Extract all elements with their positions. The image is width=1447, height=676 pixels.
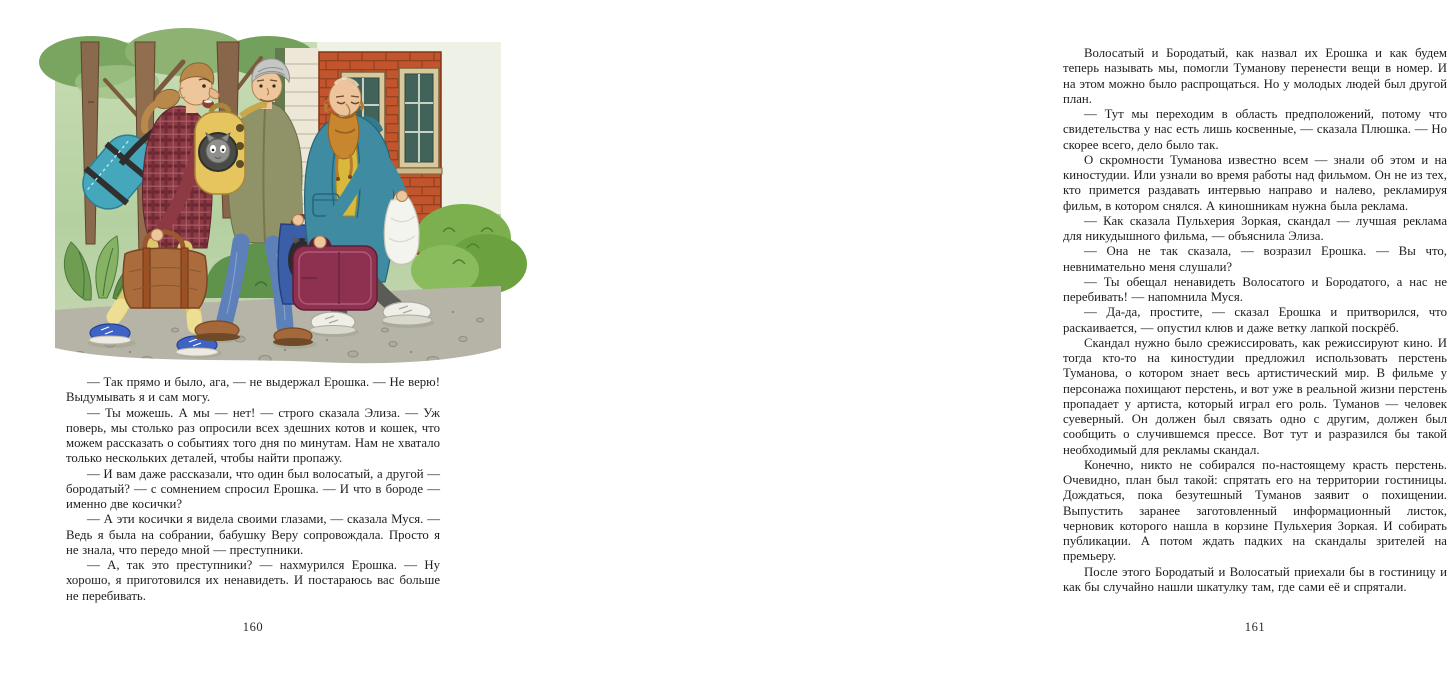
paragraph: — Она не так сказала, — возразил Ерошка. — Вы что, невнимательно меня слушали? bbox=[1063, 244, 1447, 274]
paragraph: Конечно, никто не собирался по-настоящему красть перстень. Очевидно, план был такой: спрятать его на территории гостиницы. Дождаться, пока безутешный Туманов заявит о похищении. Выпустить заранее заготовленный информационный листок, черновик которого нашла в корзине Пульхерия Зоркая. И собирать публикации. А потом ждать падких на скандалы зрителей на премьеру. bbox=[1063, 457, 1447, 564]
paragraph: — Как сказала Пульхерия Зоркая, скандал — лучшая реклама для никудышного фильма, — объяснила Элиза. bbox=[1063, 213, 1447, 243]
left-page-text bbox=[66, 375, 440, 604]
left-page bbox=[0, 0, 500, 676]
paragraph: — Ты можешь. А мы — нет! — строго сказала Элиза. — Уж поверь, мы столько раз опросили всех здешних котов и кошек, что можем рассказать о событиях того дня по минутам. Нам не хватало только нескольких деталей, чтобы найти пропажу. bbox=[66, 405, 440, 466]
page-number-right: 161 bbox=[1244, 620, 1266, 634]
paragraph: После этого Бородатый и Волосатый приехали бы в гостиницу и как бы случайно нашли шкатулку там, где сами её и спрятали. bbox=[1063, 564, 1447, 594]
story-illustration bbox=[55, 42, 501, 373]
paragraph: Скандал нужно было срежиссировать, как режиссируют кино. И тогда кто-то на киностудии предложил использовать перстень Туманова, о котором знает весь артистический мир. В фильме у персонажа похищают перстень, и вот уже в реальной жизни перстень пропадает у артиста, который играл его роль. Туманов — человек суеверный. Он должен был связать одно с другим, должен был сообщить о случившемся прессе. Вот тут и разразился бы такой необходимый для рекламы скандал. bbox=[1063, 335, 1447, 457]
maroon-suitcase bbox=[293, 239, 377, 311]
right-page-text bbox=[1063, 46, 1447, 595]
paragraph: Волосатый и Бородатый, как назвал их Ерошка и как будем теперь называть мы, помогли Туманову перенести вещи в номер. И на этом можно было распрощаться. Но у молодых людей был другой план. bbox=[1063, 46, 1447, 106]
illustration-canvas bbox=[55, 42, 501, 373]
paragraph: — Да-да, простите, — сказал Ерошка и притворился, что раскаивается, — опустил клюв и даже ветку лапкой поскрёб. bbox=[1063, 305, 1447, 335]
paragraph: — Так прямо и было, ага, — не выдержал Ерошка. — Не верю! Выдумывать я и сам могу. bbox=[66, 375, 440, 405]
paragraph: — Тут мы переходим в область предположений, потому что свидетельства у нас есть лишь косвенные, — сказала Плюшка. — Но скорее всего, дело было так. bbox=[1063, 107, 1447, 152]
page-number-left: 160 bbox=[242, 620, 264, 634]
paragraph: — И вам даже рассказали, что один был волосатый, а другой — бородатый? — с сомнением спросил Ерошка. — И что в бороде — именно две косички? bbox=[66, 466, 440, 511]
paragraph: — Ты обещал ненавидеть Волосатого и Бородатого, а нас не перебивать! — напомнила Муся. bbox=[1063, 274, 1447, 304]
paragraph: — А эти косички я видела своими глазами, — сказала Муся. — Ведь я была на собрании, бабушку Веру сопровождала. Просто я не знала, что передо мной — преступники. bbox=[66, 512, 440, 557]
window-right bbox=[396, 68, 442, 174]
paragraph: — А, так это преступники? — нахмурился Ерошка. — Ну хорошо, я приготовился их ненавидеть. И постараюсь вас больше не перебивать. bbox=[66, 558, 440, 603]
right-page bbox=[500, 0, 1447, 676]
paragraph: О скромности Туманова известно всем — знали об этом и на киностудии. Или узнали во время работы над фильмом. Он не из тех, кто примется раздавать интервью направо и налево, рекламируя фильм, в котором снялся. А киношникам нужна была реклама. bbox=[1063, 152, 1447, 213]
